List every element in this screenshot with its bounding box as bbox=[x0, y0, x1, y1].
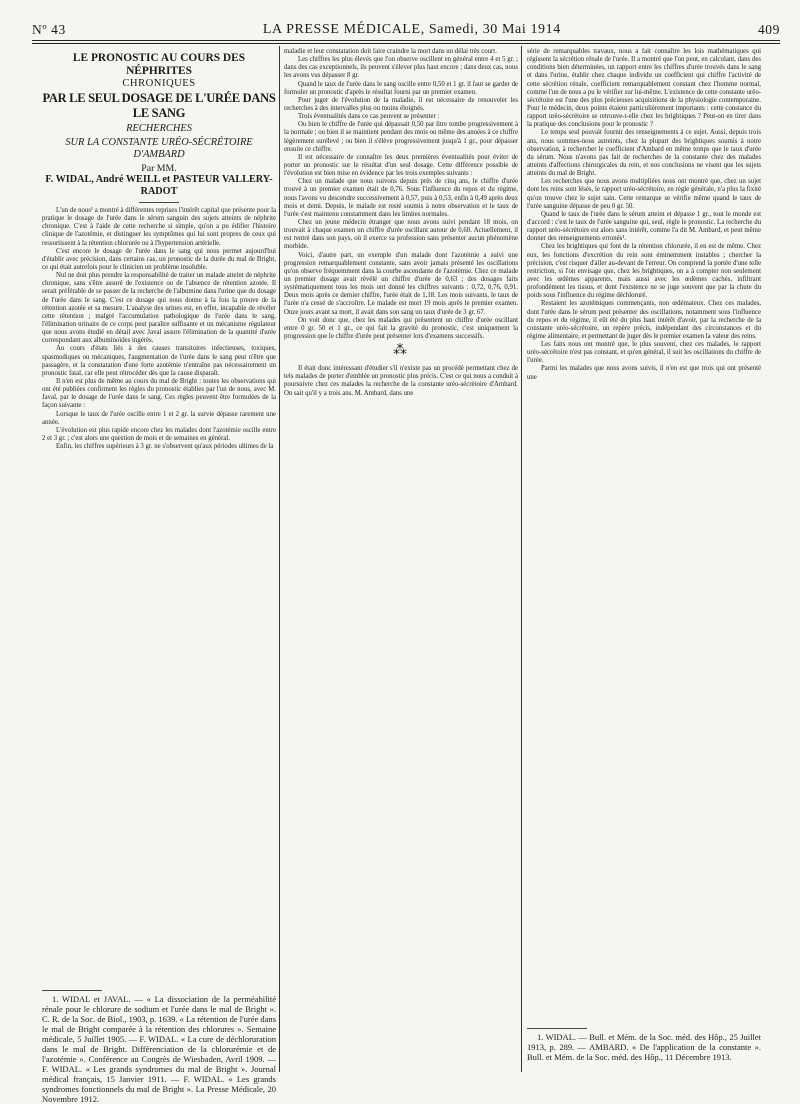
article-title-2: PAR LE SEUL DOSAGE DE L'URÉE DANS LE SANG bbox=[42, 91, 276, 120]
page-number: 409 bbox=[757, 22, 780, 37]
paragraph: Parmi les malades que nous avons suivis, il n'en est que trois qui ont présenté une bbox=[527, 365, 761, 381]
paragraph: Nul ne doit plus prendre la responsabilité de traiter un malade atteint de néphrite chronique, sans s'être assuré de l'existence ou de l'absence de rétention azotée. Il serait préférable de se passer de la recherche de l'albumine dans l'urine que du dosage de l'urée dans le sang. C'est ce dosage qui nous donne à la fois la preuve de la rétention azotée et sa mesure. L'analyse des urines est, en effet, incapable de révéler cette rétention ; malgré l'accumulation pathologique de l'urée dans le sang, l'élimination urinaire de ce corps peut paraître suffisante et un mécanisme régulateur que nous avons étudié en détail avec Javal assure l'élimination de la quantité d'urée correspondant aux albuminoïdes ingérés. bbox=[42, 272, 276, 345]
paragraph: Enfin, les chiffres supérieurs à 3 gr. ne s'observent qu'aux périodes ultimes de la bbox=[56, 443, 274, 451]
footnote: 1. WIDAL et JAVAL. — « La dissociation de la perméabilité rénale pour le chlorure de sodium et l'urée dans le mal de Bright ». C. R. de la Soc. de Biol., 1903, p. 1639. « La rétention de l'urée dans le mal de Bright comparée à la rétention des chlorures ». Semaine médicale, 5 Juillet 1905. — F. WIDAL. « La cure de déchloruration dans le mal de Bright. Différenciation de la chlorurémie et de l'azotémie ». Conférence au Congrès de Wiesbaden, Avril 1909. — F. WIDAL. « Les grands syndromes du mal de Bright ». Journal médical français, 15 Janvier 1911. — F. WIDAL. « Les grands syndromes fonctionnels du mal de Bright ». La Presse Médicale, 20 Novembre 1912. bbox=[42, 994, 276, 1104]
article-title: LE PRONOSTIC AU COURS DES NÉPHRITES bbox=[72, 52, 246, 77]
paragraph: Les chiffres les plus élevés que l'on observe oscillent en général entre 4 et 5 gr. ; dans des cas exceptionnels, ils peuvent s'élever plus haut encore ; dans deux cas, nous les avons vus dépasser 8 gr. bbox=[284, 56, 518, 80]
column-1-footnotes bbox=[42, 990, 276, 1104]
journal-title: LA PRESSE MÉDICALE, Samedi, 30 Mai 1914 bbox=[262, 22, 561, 37]
footnote: 1. WIDAL. — Bull. et Mém. de la Soc. méd. des Hôp., 25 Juillet 1913, p. 289. — AMBARD. « De l'application de la constante ». Bull. et Mém. de la Soc. méd. des Hôp., 11 Décembre 1913. bbox=[527, 1032, 761, 1062]
research-heading: RECHERCHES bbox=[126, 123, 192, 134]
paragraph: Lorsque le taux de l'urée oscille entre 1 et 2 gr. la survie dépasse rarement une année. bbox=[42, 410, 276, 426]
column-3 bbox=[527, 48, 761, 1023]
section-stars: ⁂ bbox=[393, 343, 409, 359]
paragraph: Ou bien le chiffre de l'urée qui dépassait 0,50 par litre tombe progressivement à la normale ; ou bien il se maintient pendant des mois ou même des années à ce chiffre légèrement surélevé ; ou bien il s'élève progressivement jusqu'à 1 gr., pour dépasser ensuite ce chiffre. bbox=[284, 121, 518, 153]
paragraph: série de remarquables travaux, nous a fait connaître les lois mathématiques qui régissent la sécrétion rénale de l'urée. Il a montré que l'on peut, en calculant, dans des conditions bien déterminées, un rapport entre les chiffres d'urée trouvés dans le sang et dans l'urine, établir chez chaque individu un coefficient qui chiffre l'activité de cette sécrétion rénale, coefficient remarquablement constant chez l'homme normal, comme l'un de nous a pu le vérifier sur lui-même. L'existence de cette constante uréo-sécrétoire est l'une des plus précieuses acquisitions de la physiologie contemporaine. Pour le médecin, deux points étaient particulièrement importants : cette constance du rapport uréo-sécrétoire se retrouve-t-elle chez les brightiques ? Peut-on en tirer dans la pratique des conclusions pour le pronostic ? bbox=[527, 48, 761, 129]
paragraph: Chez les brightiques qui font de la rétention chlorurée, il en est de même. Chez eux, les fonctions d'excrétion du rein sont éminemment instables ; chercher la précision, c'est risquer d'aller au-devant de l'erreur. On comprend la portée d'une telle restriction, si l'on envisage que, chez les brightiques, on a à compter non seulement avec les œdèmes apparents, mais aussi avec les œdèmes cachés, infiltrant profondément les tissus, et dont l'existence ne se juge souvent que par la chute du poids sous l'influence du régime déchloruré. bbox=[527, 243, 761, 300]
paragraph: Restaient les azotémiques commençants, non œdémateux. Chez ces malades, dont l'urée dans le sérum peut présenter des oscillations, notamment sous l'influence du repos et du régime, il eût été du plus haut intérêt d'avoir, par la recherche de la constante uréo-sécrétoire, un repère précis, indépendant des circonstances et du régime alimentaire, et permettant de juger dès le premier examen la valeur des reins. bbox=[527, 300, 761, 340]
column-3-footnotes bbox=[527, 1028, 761, 1062]
paragraph: Pour juger de l'évolution de la maladie, il est nécessaire de renouveler les recherches à des intervalles plus ou moins éloignés. bbox=[284, 96, 518, 112]
issue-number: Nº 43 bbox=[32, 22, 66, 37]
header-rule-2 bbox=[32, 43, 780, 44]
paragraph: Quand le taux de l'urée dans le sérum atteint et dépasse 1 gr., tout le monde est d'accord : c'est le taux de l'urée sanguine qui, seul, règle le pronostic. La recherche du rapport uréo-sécrétoire est alors sans intérêt, comme l'a dit M. Ambard, et peut même donner des renseignements erronés¹. bbox=[527, 210, 761, 243]
paragraph: C'est encore le dosage de l'urée dans le sang qui nous permet aujourd'hui d'établir avec précision, dans certains cas, un pronostic de la durée du mal de Bright, ce qui était autrefois pour le clinicien un problème insoluble. bbox=[42, 247, 276, 271]
paragraph: On voit donc que, chez les malades qui présentent un chiffre d'urée oscillant entre 0 gr. 50 et 1 gr., ce qui fait la gravité du pronostic, c'est uniquement la progression que le chiffre d'urée peut présenter lors d'examens successifs. bbox=[284, 316, 518, 340]
paragraph: L'un de nous¹ a montré à différentes reprises l'intérêt capital que présente pour la pratique le dosage de l'urée dans le sérum sanguin des sujets atteints de néphrite chronique. C'est à l'aide de cette recherche si simple, qu'on a pu édifier l'histoire clinique de l'azotémie, et distinguer les symptômes qui lui sont propres de ceux qui ressortissent à la rétention chlorurée ou à l'hypertension artérielle. bbox=[42, 207, 276, 247]
article-subtitle: CHRONIQUES bbox=[122, 78, 196, 89]
header-rule bbox=[32, 40, 780, 41]
column-1 bbox=[42, 48, 276, 983]
by-line: Par MM. bbox=[141, 163, 177, 174]
paragraph: Il est nécessaire de connaître les deux premières éventualités pour éviter de porter un pronostic sur le résultat d'un seul dosage. Cette différence possible de l'évolution est bien mise en évidence par les trois exemples suivants : bbox=[284, 153, 518, 178]
column-2 bbox=[284, 48, 518, 1088]
column-1-body bbox=[42, 207, 276, 451]
paragraph: Voici, d'autre part, un exemple d'un malade dont l'azotémie a suivi une progression remarquablement constante, sans avoir jamais présenté les oscillations qu'on observe fréquemment dans la courbe ascendante de l'azotémie. Chez ce malade un premier dosage avait révélé un chiffre d'urée de 0,63 ; des dosages faits systématiquement tous les mois ont donné les chiffres suivants : 0,72, 0,76, 0,91. Deux mois après ce dernier chiffre, l'urée était de 1,18. Les mois suivants, le taux de l'urée n'a cessé de s'accroître. Le malade est mort 19 mois après le premier examen. Onze jours avant sa mort, il avait dans son sang un taux d'urée de 3 gr. 67. bbox=[284, 251, 518, 316]
paragraph: maladie et leur constatation doit faire craindre la mort dans un délai très court. bbox=[284, 48, 497, 55]
paragraph: Chez un malade que nous suivons depuis près de cinq ans, le chiffre d'urée trouvé à un premier examen était de 0,76. Sous l'influence du repos et du régime, nous l'avons vu descendre successivement à 0,57, puis à 0,53, enfin à 0,49 après deux mois et demi. Depuis, le malade est resté soumis à notre observation et le taux de l'urée s'est maintenu constamment dans les limites normales. bbox=[284, 178, 518, 218]
paragraph: Le temps seul pouvait fournir des renseignements à ce sujet. Aussi, depuis trois ans, nous sommes-nous astreints, chez la plupart des brightiques soumis à notre observation, à rechercher le coefficient d'Ambard en même temps que le taux d'urée du sérum. Nous n'avons pas fait de recherches de la constante chez des malades atteints d'affections chirurgicales du rein, et nos conclusions ne visent que les sujets atteints du mal de Bright. bbox=[527, 129, 761, 178]
footnote-rule bbox=[527, 1028, 587, 1029]
research-subheading: SUR LA CONSTANTE URÉO-SÉCRÉTOIRE D'AMBARD bbox=[65, 137, 253, 160]
paragraph: Les faits nous ont montré que, le plus souvent, chez ces malades, le rapport uréo-sécrétoire n'est pas constant, et qu'en général, il suit les oscillations du chiffre de l'urée. bbox=[527, 341, 761, 365]
title-divider bbox=[139, 202, 179, 203]
authors: F. WIDAL, André WEILL et PASTEUR VALLERY-RADOT bbox=[45, 174, 273, 197]
paragraph: Trois éventualités dans ce cas peuvent se présenter : bbox=[298, 113, 440, 121]
paragraph: Il était donc intéressant d'étudier s'il n'existe pas un procédé permettant chez de tels malades de porter d'emblée un pronostic plus précis. C'est ce qui nous a conduit à poursuivre chez ces malades la recherche de la constante uréo-sécrétoire d'Ambard. On sait qu'il y a trois ans, M. Ambard, dans une bbox=[284, 365, 518, 397]
footnote-rule bbox=[42, 990, 102, 991]
column-separator-1 bbox=[279, 46, 280, 1072]
paragraph: Les recherches que nous avons multipliées nous ont montré que, chez un sujet dont les reins sont lésés, le rapport uréo-sécrétoire, en règle générale, n'a plus la fixité qu'on trouve chez le sujet sain. Cette remarque se vérifie même quand le taux de l'urée sanguine dépasse de peu 0 gr. 50. bbox=[527, 178, 761, 210]
paragraph: Chez un jeune médecin étranger que nous avons suivi pendant 18 mois, on trouvait à chaque examen un chiffre d'urée oscillant autour de 0,60. Actuellement, il est rentré dans son pays, où il exerce sa profession sans présenter aucun phénomène morbide. bbox=[284, 218, 518, 251]
paragraph: Il n'en est plus de même au cours du mal de Bright : toutes les observations qui ont été publiées confirment les règles du pronostic établies par l'un de nous, avec M. Javal, par le dosage de l'urée dans le sang. Ces règles peuvent être formulées de la façon suivante : bbox=[42, 377, 276, 410]
page-header bbox=[32, 18, 780, 38]
paragraph: Quand le taux de l'urée dans le sang oscille entre 0,50 et 1 gr. il faut se garder de formuler un pronostic d'après le résultat fourni par un premier examen. bbox=[284, 80, 518, 96]
column-separator-2 bbox=[521, 46, 522, 1072]
paragraph: Au cours d'états liés à des causes transitoires infectieuses, toxiques, spasmodiques ou mécaniques, l'augmentation de l'urée dans le sang peut n'être que passagère, et la constatation d'une forte azotémie n'entraîne pas nécessairement un pronostic fatal, car elle peut rétrocéder dès que la cause disparaît. bbox=[42, 345, 276, 377]
paragraph: L'évolution est plus rapide encore chez les malades dont l'azotémie oscille entre 2 et 3 gr. ; c'est alors une question de mois et de semaines en général. bbox=[42, 426, 276, 442]
